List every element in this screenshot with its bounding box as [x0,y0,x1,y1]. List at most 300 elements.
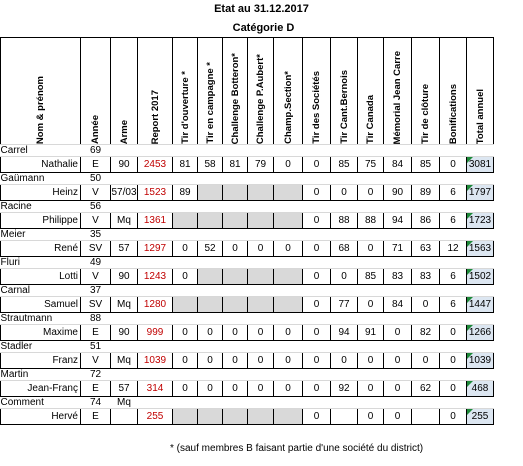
column-header[interactable] [274,38,303,145]
total-cell[interactable] [467,297,494,313]
empty-cell[interactable] [274,369,303,381]
empty-cell[interactable] [138,257,173,269]
empty-cell[interactable] [138,145,173,157]
empty-cell[interactable] [358,201,384,213]
empty-cell[interactable] [138,341,173,353]
score-cell[interactable]: 0 [384,325,412,341]
empty-cell[interactable] [248,201,274,213]
empty-cell[interactable] [303,313,331,325]
empty-cell[interactable] [223,313,248,325]
empty-cell[interactable] [173,369,198,381]
empty-cell[interactable] [248,369,274,381]
score-cell[interactable]: 12 [440,241,467,257]
score-cell[interactable]: 0 [223,353,248,369]
empty-cell[interactable] [467,285,494,297]
score-cell[interactable]: 0 [198,353,223,369]
empty-cell[interactable] [303,173,331,185]
score-cell[interactable]: 0 [173,325,198,341]
empty-cell[interactable] [173,341,198,353]
empty-cell[interactable] [358,145,384,157]
report-cell[interactable]: 1361 [138,213,173,229]
first-name-cell[interactable]: Nathalie [1,157,81,173]
empty-cell[interactable] [440,397,467,409]
score-cell[interactable]: 0 [440,353,467,369]
score-cell[interactable]: 0 [274,241,303,257]
column-header[interactable] [467,38,494,145]
report-cell[interactable]: 1297 [138,241,173,257]
score-cell[interactable]: 81 [173,157,198,173]
first-name-cell[interactable]: Jean-Franç [1,381,81,397]
score-cell[interactable] [274,409,303,425]
score-cell[interactable]: 0 [358,241,384,257]
score-cell[interactable] [248,213,274,229]
category-cell[interactable]: E [81,409,111,425]
score-cell[interactable]: 0 [358,353,384,369]
empty-cell[interactable] [198,145,223,157]
score-cell[interactable]: 0 [248,241,274,257]
score-cell[interactable]: 83 [384,269,412,285]
column-header[interactable] [248,38,274,145]
empty-cell[interactable] [198,397,223,409]
empty-cell[interactable] [248,229,274,241]
empty-cell[interactable] [358,341,384,353]
score-cell[interactable]: 0 [303,269,331,285]
score-cell[interactable] [274,185,303,201]
empty-cell[interactable] [467,145,494,157]
empty-cell[interactable] [331,145,358,157]
extra-cell[interactable] [111,229,138,241]
score-cell[interactable]: 85 [331,157,358,173]
empty-cell[interactable] [138,173,173,185]
empty-cell[interactable] [440,257,467,269]
extra-cell[interactable] [111,313,138,325]
column-header[interactable] [173,38,198,145]
empty-cell[interactable] [173,257,198,269]
empty-cell[interactable] [138,313,173,325]
first-name-cell[interactable]: Samuel [1,297,81,313]
last-name-cell[interactable]: Martin [1,369,81,381]
empty-cell[interactable] [274,341,303,353]
empty-cell[interactable] [274,145,303,157]
score-cell[interactable]: 0 [248,325,274,341]
score-cell[interactable]: 63 [412,241,440,257]
empty-cell[interactable] [358,285,384,297]
empty-cell[interactable] [358,397,384,409]
report-cell[interactable]: 1243 [138,269,173,285]
report-cell[interactable]: 255 [138,409,173,425]
empty-cell[interactable] [331,341,358,353]
score-cell[interactable] [173,213,198,229]
age-cell[interactable]: 51 [81,341,111,353]
column-header[interactable] [1,38,81,145]
empty-cell[interactable] [173,173,198,185]
empty-cell[interactable] [274,397,303,409]
score-cell[interactable]: 0 [303,157,331,173]
score-cell[interactable]: 82 [412,325,440,341]
score-cell[interactable]: 0 [223,241,248,257]
age-cell[interactable]: 74 [81,397,111,409]
score-cell[interactable]: 62 [412,381,440,397]
last-name-cell[interactable]: Gaümann [1,173,81,185]
empty-cell[interactable] [303,257,331,269]
empty-cell[interactable] [331,229,358,241]
score-cell[interactable]: 6 [440,213,467,229]
score-cell[interactable]: 0 [384,381,412,397]
empty-cell[interactable] [412,257,440,269]
empty-cell[interactable] [412,201,440,213]
total-cell[interactable] [467,353,494,369]
empty-cell[interactable] [173,145,198,157]
category-cell[interactable]: V [81,353,111,369]
category-cell[interactable]: V [81,185,111,201]
score-cell[interactable]: 0 [358,409,384,425]
weapon-cell[interactable]: 90 [111,157,138,173]
age-cell[interactable]: 37 [81,285,111,297]
last-name-cell[interactable]: Racine [1,201,81,213]
score-cell[interactable]: 0 [358,185,384,201]
empty-cell[interactable] [223,201,248,213]
empty-cell[interactable] [358,229,384,241]
column-header[interactable] [111,38,138,145]
age-cell[interactable]: 50 [81,173,111,185]
empty-cell[interactable] [467,173,494,185]
empty-cell[interactable] [198,257,223,269]
empty-cell[interactable] [173,397,198,409]
first-name-cell[interactable]: Hervé [1,409,81,425]
first-name-cell[interactable]: René [1,241,81,257]
age-cell[interactable]: 72 [81,369,111,381]
score-cell[interactable]: 0 [331,269,358,285]
empty-cell[interactable] [198,229,223,241]
score-cell[interactable]: 0 [440,381,467,397]
last-name-cell[interactable]: Comment [1,397,81,409]
extra-cell[interactable] [111,257,138,269]
score-cell[interactable]: 0 [274,325,303,341]
empty-cell[interactable] [138,201,173,213]
last-name-cell[interactable]: Fluri [1,257,81,269]
first-name-cell[interactable]: Franz [1,353,81,369]
empty-cell[interactable] [303,229,331,241]
score-cell[interactable]: 91 [358,325,384,341]
score-cell[interactable]: 0 [248,353,274,369]
empty-cell[interactable] [303,369,331,381]
empty-cell[interactable] [384,229,412,241]
empty-cell[interactable] [198,313,223,325]
report-cell[interactable]: 2453 [138,157,173,173]
report-cell[interactable]: 999 [138,325,173,341]
total-cell[interactable] [467,213,494,229]
empty-cell[interactable] [467,257,494,269]
category-cell[interactable]: E [81,157,111,173]
empty-cell[interactable] [358,257,384,269]
empty-cell[interactable] [467,313,494,325]
empty-cell[interactable] [248,341,274,353]
extra-cell[interactable] [111,173,138,185]
last-name-cell[interactable]: Strautmann [1,313,81,325]
empty-cell[interactable] [274,257,303,269]
last-name-cell[interactable]: Meier [1,229,81,241]
score-cell[interactable]: 0 [274,353,303,369]
empty-cell[interactable] [303,201,331,213]
empty-cell[interactable] [412,173,440,185]
score-cell[interactable] [223,185,248,201]
score-cell[interactable]: 0 [223,325,248,341]
empty-cell[interactable] [412,313,440,325]
empty-cell[interactable] [412,369,440,381]
score-cell[interactable]: 0 [303,325,331,341]
score-cell[interactable] [223,409,248,425]
score-cell[interactable]: 0 [248,381,274,397]
weapon-cell[interactable]: 57 [111,381,138,397]
score-cell[interactable] [223,269,248,285]
empty-cell[interactable] [198,369,223,381]
empty-cell[interactable] [412,285,440,297]
first-name-cell[interactable]: Lotti [1,269,81,285]
extra-cell[interactable]: Mq [111,397,138,409]
empty-cell[interactable] [248,145,274,157]
empty-cell[interactable] [440,229,467,241]
score-cell[interactable]: 0 [384,353,412,369]
empty-cell[interactable] [440,313,467,325]
empty-cell[interactable] [248,257,274,269]
score-cell[interactable] [412,409,440,425]
extra-cell[interactable] [111,285,138,297]
score-cell[interactable] [248,409,274,425]
empty-cell[interactable] [467,397,494,409]
empty-cell[interactable] [440,285,467,297]
score-cell[interactable]: 6 [440,269,467,285]
score-cell[interactable]: 0 [384,409,412,425]
empty-cell[interactable] [198,285,223,297]
empty-cell[interactable] [274,313,303,325]
category-cell[interactable]: E [81,325,111,341]
empty-cell[interactable] [384,313,412,325]
score-cell[interactable] [198,297,223,313]
report-cell[interactable]: 1280 [138,297,173,313]
empty-cell[interactable] [223,341,248,353]
score-cell[interactable] [198,409,223,425]
score-cell[interactable]: 0 [198,325,223,341]
empty-cell[interactable] [358,369,384,381]
column-header[interactable] [358,38,384,145]
score-cell[interactable]: 0 [198,381,223,397]
score-cell[interactable] [331,409,358,425]
empty-cell[interactable] [248,313,274,325]
score-cell[interactable]: 0 [303,409,331,425]
empty-cell[interactable] [331,369,358,381]
score-cell[interactable]: 0 [412,353,440,369]
score-cell[interactable]: 94 [384,213,412,229]
category-cell[interactable]: SV [81,241,111,257]
score-cell[interactable] [173,297,198,313]
score-cell[interactable]: 0 [303,381,331,397]
empty-cell[interactable] [138,229,173,241]
empty-cell[interactable] [440,341,467,353]
weapon-cell[interactable]: 90 [111,269,138,285]
empty-cell[interactable] [223,285,248,297]
empty-cell[interactable] [173,313,198,325]
empty-cell[interactable] [248,397,274,409]
empty-cell[interactable] [223,173,248,185]
score-cell[interactable]: 94 [331,325,358,341]
empty-cell[interactable] [138,397,173,409]
first-name-cell[interactable]: Heinz [1,185,81,201]
column-header[interactable] [223,38,248,145]
total-cell[interactable] [467,269,494,285]
empty-cell[interactable] [274,173,303,185]
score-cell[interactable]: 86 [412,213,440,229]
empty-cell[interactable] [173,285,198,297]
empty-cell[interactable] [331,257,358,269]
column-header[interactable] [412,38,440,145]
score-cell[interactable]: 0 [331,353,358,369]
empty-cell[interactable] [331,285,358,297]
score-cell[interactable]: 89 [412,185,440,201]
category-cell[interactable]: SV [81,297,111,313]
empty-cell[interactable] [331,313,358,325]
total-cell[interactable] [467,241,494,257]
category-cell[interactable]: V [81,213,111,229]
score-cell[interactable]: 6 [440,185,467,201]
empty-cell[interactable] [223,257,248,269]
empty-cell[interactable] [223,369,248,381]
score-cell[interactable] [274,297,303,313]
empty-cell[interactable] [138,369,173,381]
empty-cell[interactable] [331,397,358,409]
weapon-cell[interactable] [111,409,138,425]
score-cell[interactable] [223,213,248,229]
last-name-cell[interactable]: Carrel [1,145,81,157]
empty-cell[interactable] [248,285,274,297]
last-name-cell[interactable]: Stadler [1,341,81,353]
empty-cell[interactable] [440,145,467,157]
first-name-cell[interactable]: Philippe [1,213,81,229]
column-header[interactable] [81,38,111,145]
category-cell[interactable]: V [81,269,111,285]
column-header[interactable] [138,38,173,145]
score-cell[interactable] [248,297,274,313]
score-cell[interactable] [198,185,223,201]
empty-cell[interactable] [274,201,303,213]
score-cell[interactable]: 0 [303,241,331,257]
empty-cell[interactable] [467,201,494,213]
empty-cell[interactable] [138,285,173,297]
score-cell[interactable]: 77 [331,297,358,313]
empty-cell[interactable] [412,341,440,353]
column-header[interactable] [331,38,358,145]
empty-cell[interactable] [303,285,331,297]
empty-cell[interactable] [173,201,198,213]
score-cell[interactable]: 0 [173,241,198,257]
score-cell[interactable]: 0 [303,185,331,201]
empty-cell[interactable] [303,145,331,157]
score-cell[interactable]: 52 [198,241,223,257]
score-cell[interactable]: 88 [331,213,358,229]
score-cell[interactable]: 71 [384,241,412,257]
column-header[interactable] [198,38,223,145]
empty-cell[interactable] [303,341,331,353]
score-cell[interactable]: 0 [303,213,331,229]
extra-cell[interactable] [111,201,138,213]
score-cell[interactable]: 58 [198,157,223,173]
empty-cell[interactable] [384,285,412,297]
empty-cell[interactable] [384,257,412,269]
extra-cell[interactable] [111,369,138,381]
empty-cell[interactable] [440,201,467,213]
weapon-cell[interactable]: 57/03 [111,185,138,201]
score-cell[interactable] [198,269,223,285]
score-cell[interactable] [198,213,223,229]
total-cell[interactable] [467,157,494,173]
score-cell[interactable]: 6 [440,297,467,313]
empty-cell[interactable] [173,229,198,241]
empty-cell[interactable] [384,341,412,353]
empty-cell[interactable] [223,229,248,241]
score-cell[interactable]: 0 [440,157,467,173]
score-cell[interactable]: 0 [274,381,303,397]
score-cell[interactable] [274,213,303,229]
empty-cell[interactable] [384,201,412,213]
empty-cell[interactable] [412,229,440,241]
empty-cell[interactable] [331,201,358,213]
empty-cell[interactable] [198,201,223,213]
empty-cell[interactable] [198,341,223,353]
age-cell[interactable]: 88 [81,313,111,325]
extra-cell[interactable] [111,145,138,157]
total-cell[interactable] [467,185,494,201]
score-cell[interactable]: 0 [412,297,440,313]
empty-cell[interactable] [440,173,467,185]
empty-cell[interactable] [303,397,331,409]
score-cell[interactable] [223,297,248,313]
score-cell[interactable]: 68 [331,241,358,257]
score-cell[interactable] [173,409,198,425]
score-cell[interactable]: 79 [248,157,274,173]
empty-cell[interactable] [274,285,303,297]
empty-cell[interactable] [467,369,494,381]
score-cell[interactable]: 0 [173,381,198,397]
age-cell[interactable]: 49 [81,257,111,269]
score-cell[interactable]: 0 [358,297,384,313]
score-cell[interactable]: 85 [358,269,384,285]
score-cell[interactable]: 0 [173,353,198,369]
empty-cell[interactable] [248,173,274,185]
age-cell[interactable]: 69 [81,145,111,157]
age-cell[interactable]: 35 [81,229,111,241]
first-name-cell[interactable]: Maxime [1,325,81,341]
total-cell[interactable] [467,381,494,397]
score-cell[interactable]: 0 [303,353,331,369]
score-cell[interactable]: 85 [412,157,440,173]
score-cell[interactable]: 0 [331,185,358,201]
last-name-cell[interactable]: Carnal [1,285,81,297]
empty-cell[interactable] [412,145,440,157]
weapon-cell[interactable]: 90 [111,325,138,341]
empty-cell[interactable] [198,173,223,185]
score-cell[interactable]: 83 [412,269,440,285]
score-cell[interactable]: 88 [358,213,384,229]
score-cell[interactable]: 0 [223,381,248,397]
empty-cell[interactable] [467,341,494,353]
column-header[interactable] [384,38,412,145]
score-cell[interactable]: 84 [384,297,412,313]
empty-cell[interactable] [384,397,412,409]
extra-cell[interactable] [111,341,138,353]
empty-cell[interactable] [274,229,303,241]
empty-cell[interactable] [223,145,248,157]
score-cell[interactable]: 90 [384,185,412,201]
empty-cell[interactable] [331,173,358,185]
